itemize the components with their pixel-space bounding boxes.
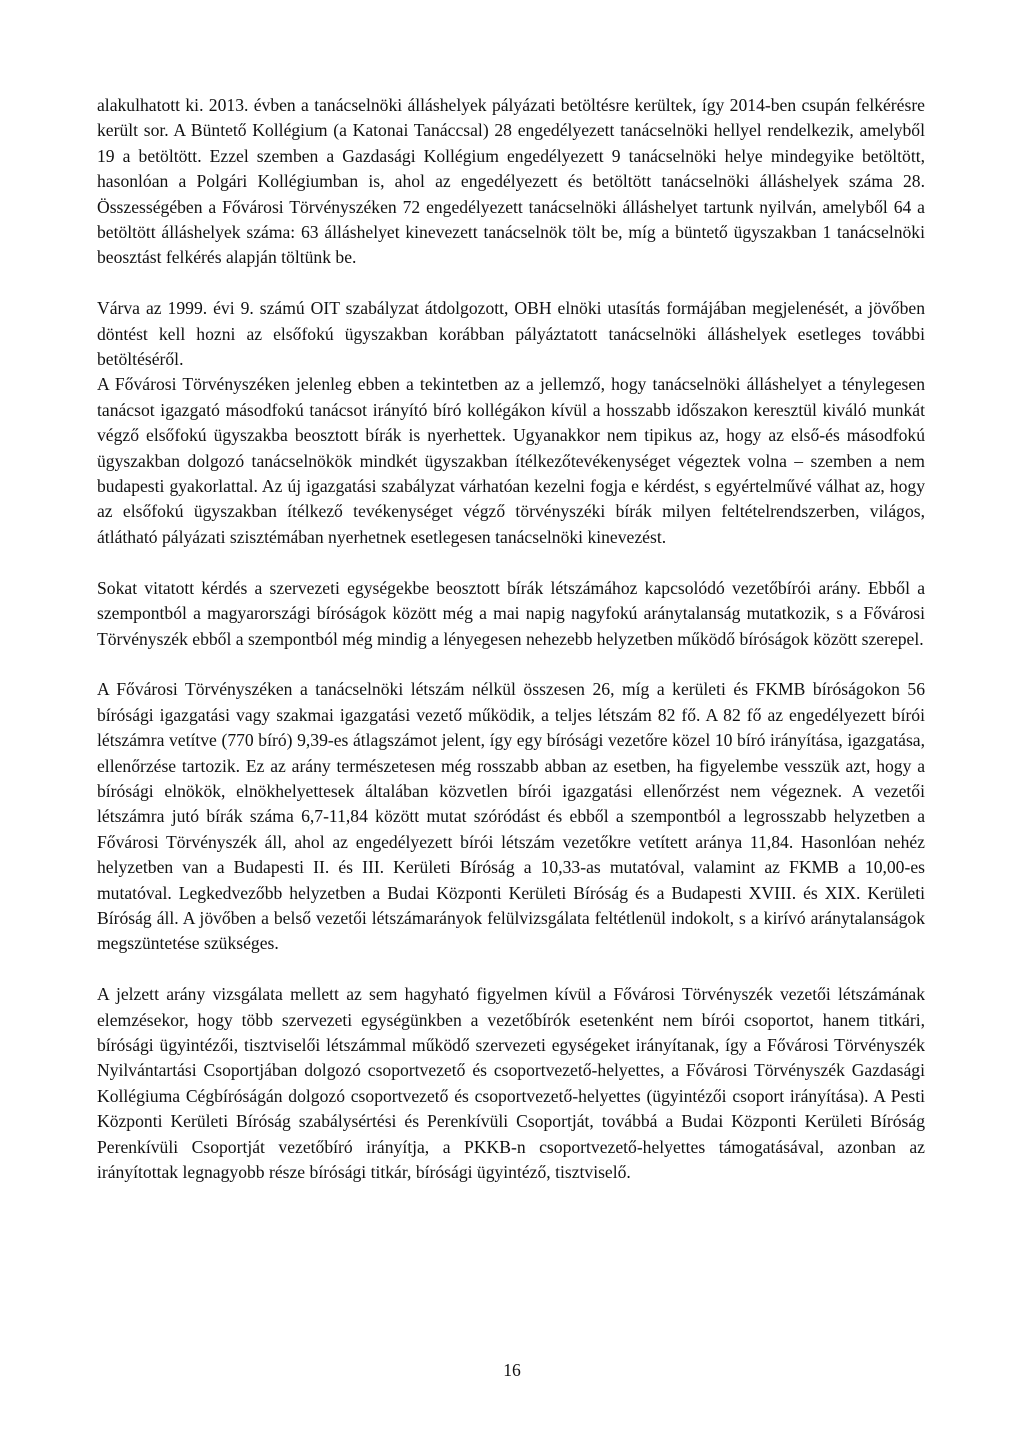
paragraph-szervezeti-egysegek: A jelzett arány vizsgálata mellett az sem hagyható figyelmen kívül a Fővárosi Törvényszék vezetői létszámának elemzésekor, hogy több szervezeti egységünkben a vezetőbírók esetenként nem bírói csoportot, hanem titkári, bírósági ügyintézői, tisztviselői létszámmal működő szervezeti egységeket irányítanak, így a Fővárosi Törvényszék Nyilvántartási Csoportjában dolgozó csoportvezető és csoportvezető-helyettes, a Fővárosi Törvényszék Gazdasági Kollégiuma Cégbíróságán dolgozó csoportvezető és csoportvezető-helyettes (ügyintézői csoport irányítása). A Pesti Központi Kerületi Bíróság szabálysértési és Perenkívüli Csoportját, továbbá a Budai Központi Kerületi Bíróság Perenkívüli Csoportját vezetőbíró irányítja, a PKKB-n csoportvezető-helyettes támogatásával, azonban az irányítottak legnagyobb része bírósági titkár, bírósági ügyintéző, tisztviselő. <box>97 984 925 1182</box>
paragraph-oit-szabalyzat: Várva az 1999. évi 9. számú OIT szabályzat átdolgozott, OBH elnöki utasítás formájában megjelenését, a jövőben döntést kell hozni az elsőfokú ügyszakban korábban pályáztatott tanácselnöki álláshelyek esetleges további betöltéséről. <box>97 298 925 370</box>
document-page <box>97 93 925 1185</box>
paragraph-spacer <box>97 550 925 575</box>
page-number: 16 <box>503 1360 521 1380</box>
paragraph-vezetoi-letszam: A Fővárosi Törvényszéken a tanácselnöki létszám nélkül összesen 26, míg a kerületi és FKMB bíróságokon 56 bírósági igazgatási vagy szakmai igazgatási vezető működik, a teljes létszám 82 fő. A 82 fő az engedélyezett bírói létszámra vetítve (770 bíró) 9,39-es átlagszámot jelent, így egy bírósági vezetőre közel 10 bíró irányítása, igazgatása, ellenőrzése tartozik. Ez az arány természetesen még rosszabb abban az esetben, ha figyelembe vesszük azt, hogy a bírósági elnökök, elnökhelyettesek általában közvetlen bírói igazgatási ellenőrzést nem végeznek. A vezetői létszámra jutó bírák száma 6,7-11,84 között mutat szóródást és ebből a szempontból a legrosszabb helyzetben a Fővárosi Törvényszék áll, ahol az engedélyezett bírói létszám vezetőkre vetített aránya 11,84. Hasonlóan nehéz helyzetben van a Budapesti II. és III. Kerületi Bíróság a 10,33-as mutatóval, valamint az FKMB a 10,00-es mutatóval. Legkedvezőbb helyzetben a Budai Központi Kerületi Bíróság és a Budapesti XVIII. és XIX. Kerületi Bíróság áll. A jövőben a belső vezetői létszámarányok felülvizsgálata feltétlenül indokolt, s a kirívó aránytalanságok megszüntetése szükséges. <box>97 679 925 954</box>
paragraph-fovarosi-torvenyszek-gyakorlat: A Fővárosi Törvényszéken jelenleg ebben a tekintetben az a jellemző, hogy tanácselnöki álláshelyet a ténylegesen tanácsot igazgató másodfokú tanácsot irányító bíró kollégákon kívül a hosszabb időszakon keresztül kiváló munkát végző elsőfokú ügyszakba beosztott bírák is nyerhettek. Ugyanakkor nem tipikus az, hogy az első-és másodfokú ügyszakban dolgozó tanácselnökök mindkét ügyszakban ítélkezőtevékenységet végeztek volna – szemben a nem budapesti gyakorlattal. Az új igazgatási szabályzat várhatóan kezelni fogja e kérdést, s egyértelművé válhat az, hogy az elsőfokú ügyszakban ítélkező tevékenységet végző törvényszéki bírák milyen feltételrendszerben, világos, átlátható pályázati szisztémában nyerhetnek esetlegesen tanácselnöki kinevezést. <box>97 374 925 547</box>
paragraph-tanacselnoki-allashelyek: alakulhatott ki. 2013. évben a tanácselnöki álláshelyek pályázati betöltésre kerültek, így 2014-ben csupán felkérésre került sor. A Büntető Kollégium (a Katonai Tanáccsal) 28 engedélyezett tanácselnöki hellyel rendelkezik, amelyből 19 a betöltött. Ezzel szemben a Gazdasági Kollégium engedélyezett 9 tanácselnöki helye mindegyike betöltött, hasonlóan a Polgári Kollégiumban is, ahol az engedélyezett és betöltött tanácselnöki álláshelyek száma 28. Összességében a Fővárosi Törvényszéken 72 engedélyezett tanácselnöki álláshelyet tartunk nyilván, amelyből 64 a betöltött álláshelyek száma: 63 álláshelyet kinevezett tanácselnök tölt be, míg a büntető ügyszakban 1 tanácselnöki beosztást felkérés alapján töltünk be. <box>97 95 925 268</box>
paragraph-spacer <box>97 652 925 677</box>
paragraph-spacer <box>97 271 925 296</box>
paragraph-spacer <box>97 957 925 982</box>
paragraph-vezetobiroi-arany: Sokat vitatott kérdés a szervezeti egységekbe beosztott bírák létszámához kapcsolódó vezetőbírói arány. Ebből a szempontból a magyarországi bíróságok között még a mai napig nagyfokú aránytalanság mutatkozik, s a Fővárosi Törvényszék ebből a szempontból még mindig a lényegesen nehezebb helyzetben működő bíróságok között szerepel. <box>97 577 925 649</box>
